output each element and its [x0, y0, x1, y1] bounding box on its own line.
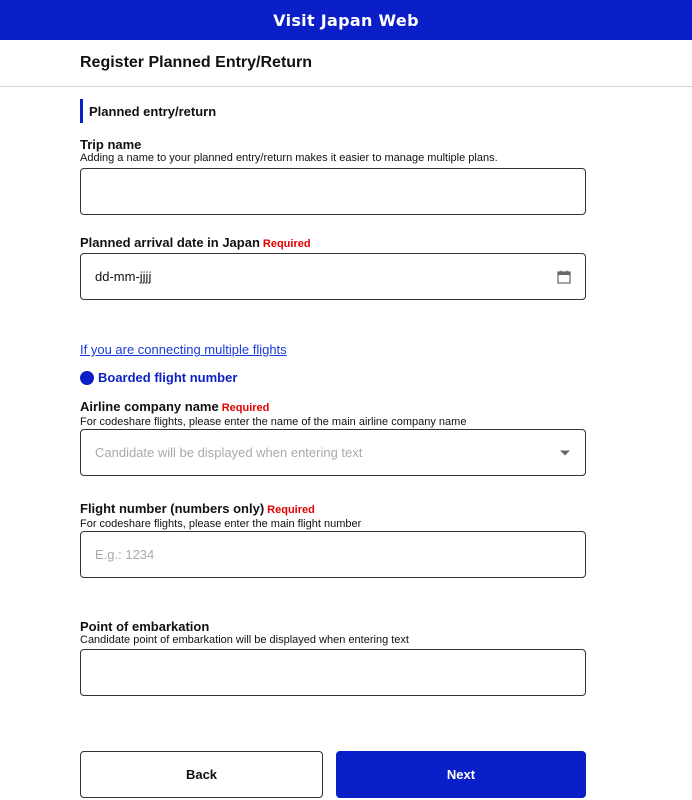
- required-badge: Required: [267, 504, 315, 516]
- arrival-date-label-text: Planned arrival date in Japan: [80, 235, 260, 250]
- arrival-date-value: dd-mm-jjjj: [95, 269, 152, 284]
- trip-name-label: Trip name: [80, 137, 142, 152]
- airline-select[interactable]: [80, 429, 586, 476]
- boarded-flight-heading-text: Boarded flight number: [98, 370, 238, 385]
- flight-number-label-text: Flight number (numbers only): [80, 501, 265, 516]
- embarkation-label: Point of embarkation: [80, 619, 210, 634]
- boarded-flight-heading: [80, 370, 237, 385]
- arrival-date-input[interactable]: [80, 253, 586, 300]
- arrival-date-label: [80, 235, 586, 252]
- trip-name-label-group: [80, 137, 586, 165]
- circle-bullet-icon: [80, 371, 94, 385]
- embarkation-hint: Candidate point of embarkation will be displayed when entering text: [80, 634, 409, 646]
- required-badge: Required: [262, 238, 311, 250]
- airline-label-group: [80, 399, 586, 429]
- back-button[interactable]: [80, 751, 323, 798]
- embarkation-input[interactable]: [80, 649, 586, 696]
- back-button-label: Back: [185, 767, 218, 782]
- top-header-bar: [0, 0, 692, 40]
- next-button[interactable]: [336, 751, 586, 798]
- section-title-text: Planned entry/return: [89, 103, 217, 119]
- page-header: [0, 40, 692, 87]
- trip-name-hint: Adding a name to your planned entry/return makes it easier to manage multiple plans.: [80, 152, 498, 164]
- calendar-icon[interactable]: [557, 270, 571, 284]
- airline-placeholder: Candidate will be displayed when entering text: [95, 445, 363, 460]
- brand-title: Visit Japan Web: [273, 10, 419, 30]
- section-title-planned-entry: [80, 99, 216, 123]
- airline-label-text: Airline company name: [80, 399, 219, 414]
- required-badge: Required: [221, 402, 270, 414]
- page-title: Register Planned Entry/Return: [80, 54, 313, 71]
- flight-number-label-group: [80, 501, 586, 531]
- arrival-date-label-group: [80, 235, 586, 252]
- chevron-down-icon[interactable]: [559, 449, 571, 457]
- flight-number-placeholder: E.g.: 1234: [95, 547, 155, 562]
- airline-hint: For codeshare flights, please enter the name of the main airline company name: [80, 416, 467, 428]
- flight-number-input[interactable]: [80, 531, 586, 578]
- connecting-flights-link[interactable]: If you are connecting multiple flights: [80, 342, 287, 357]
- next-button-label: Next: [446, 767, 476, 782]
- airline-label: [80, 399, 586, 416]
- embarkation-label-group: [80, 619, 586, 647]
- flight-number-hint: For codeshare flights, please enter the main flight number: [80, 518, 362, 530]
- flight-number-label: [80, 501, 586, 518]
- trip-name-input[interactable]: [80, 168, 586, 215]
